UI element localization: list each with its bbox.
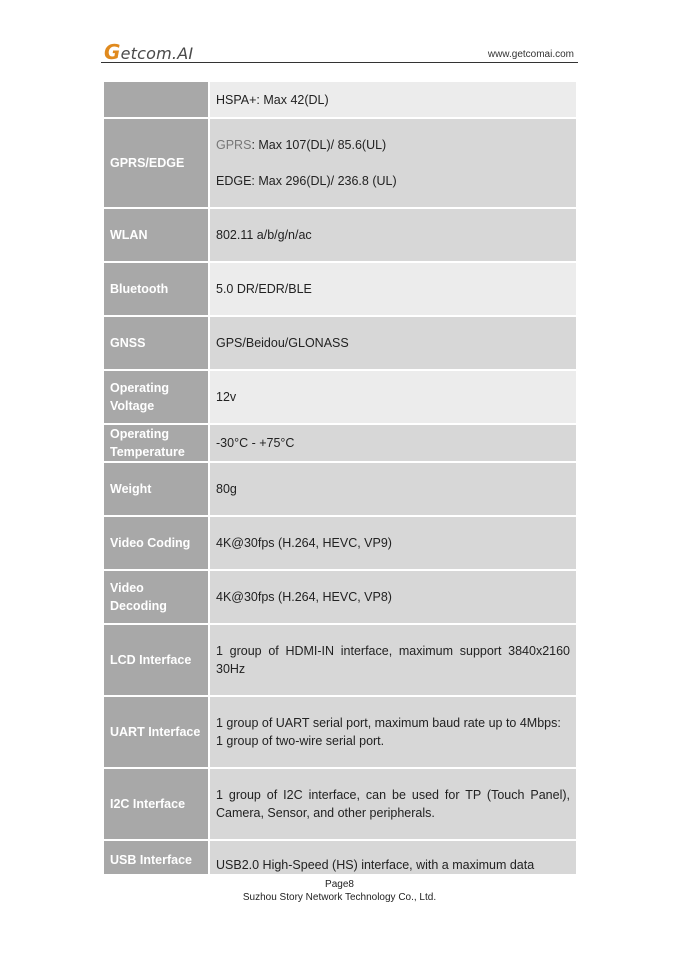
table-row [104,462,576,516]
table-row [104,570,576,624]
table-row [104,840,576,875]
row-label [104,82,209,118]
row-value: -30°C - +75°C [209,424,576,462]
table-row [104,696,576,768]
row-value: 1 group of I2C interface, can be used for TP (Touch Panel), Camera, Sensor, and other peripherals. [209,768,576,840]
row-label: Video Coding [104,516,209,570]
row-value: 1 group of UART serial port, maximum baud rate up to 4Mbps: 1 group of two-wire serial port. [209,696,576,768]
row-value: HSPA+: Max 42(DL) [209,82,576,118]
table-row [104,516,576,570]
row-label: WLAN [104,208,209,262]
row-label: UART Interface [104,696,209,768]
table-row [104,624,576,696]
row-value: 1 group of HDMI-IN interface, maximum support 3840x2160 30Hz [209,624,576,696]
gprs-value: : Max 107(DL)/ 85.6(UL) [251,138,387,152]
row-label: Operating Temperature [104,424,209,462]
row-label: Weight [104,462,209,516]
edge-value: EDGE: Max 296(DL)/ 236.8 (UL) [216,174,397,188]
gprs-prefix: GPRS [216,138,252,152]
row-label: LCD Interface [104,624,209,696]
row-value: 4K@30fps (H.264, HEVC, VP8) [209,570,576,624]
page-number: Page8 [325,879,354,890]
header-url: www.getcomai.com [487,49,574,60]
logo-name: etcom.AI [120,44,194,63]
row-label: GNSS [104,316,209,370]
row-label: Video Decoding [104,570,209,624]
row-label: I2C Interface [104,768,209,840]
table-row [104,82,576,118]
table-row [104,768,576,840]
row-value: 4K@30fps (H.264, HEVC, VP9) [209,516,576,570]
company-name: Suzhou Story Network Technology Co., Ltd. [242,892,437,903]
table-row [104,316,576,370]
table-row [104,370,576,424]
row-value: 5.0 DR/EDR/BLE [209,262,576,316]
row-value: 802.11 a/b/g/n/ac [209,208,576,262]
table-row [104,262,576,316]
row-label: Bluetooth [104,262,209,316]
header-divider [101,62,578,63]
logo-initial: G [104,40,121,64]
company-logo [104,40,193,64]
row-label: GPRS/EDGE [104,118,209,208]
table-row [104,208,576,262]
row-value: GPS/Beidou/GLONASS [209,316,576,370]
row-value: 80g [209,462,576,516]
row-value: USB2.0 High-Speed (HS) interface, with a maximum data [209,840,576,875]
row-label: Operating Voltage [104,370,209,424]
row-label: USB Interface [104,840,209,875]
table-row [104,118,576,208]
row-value [209,118,576,208]
row-value: 12v [209,370,576,424]
table-row [104,424,576,462]
spec-table [104,82,576,876]
